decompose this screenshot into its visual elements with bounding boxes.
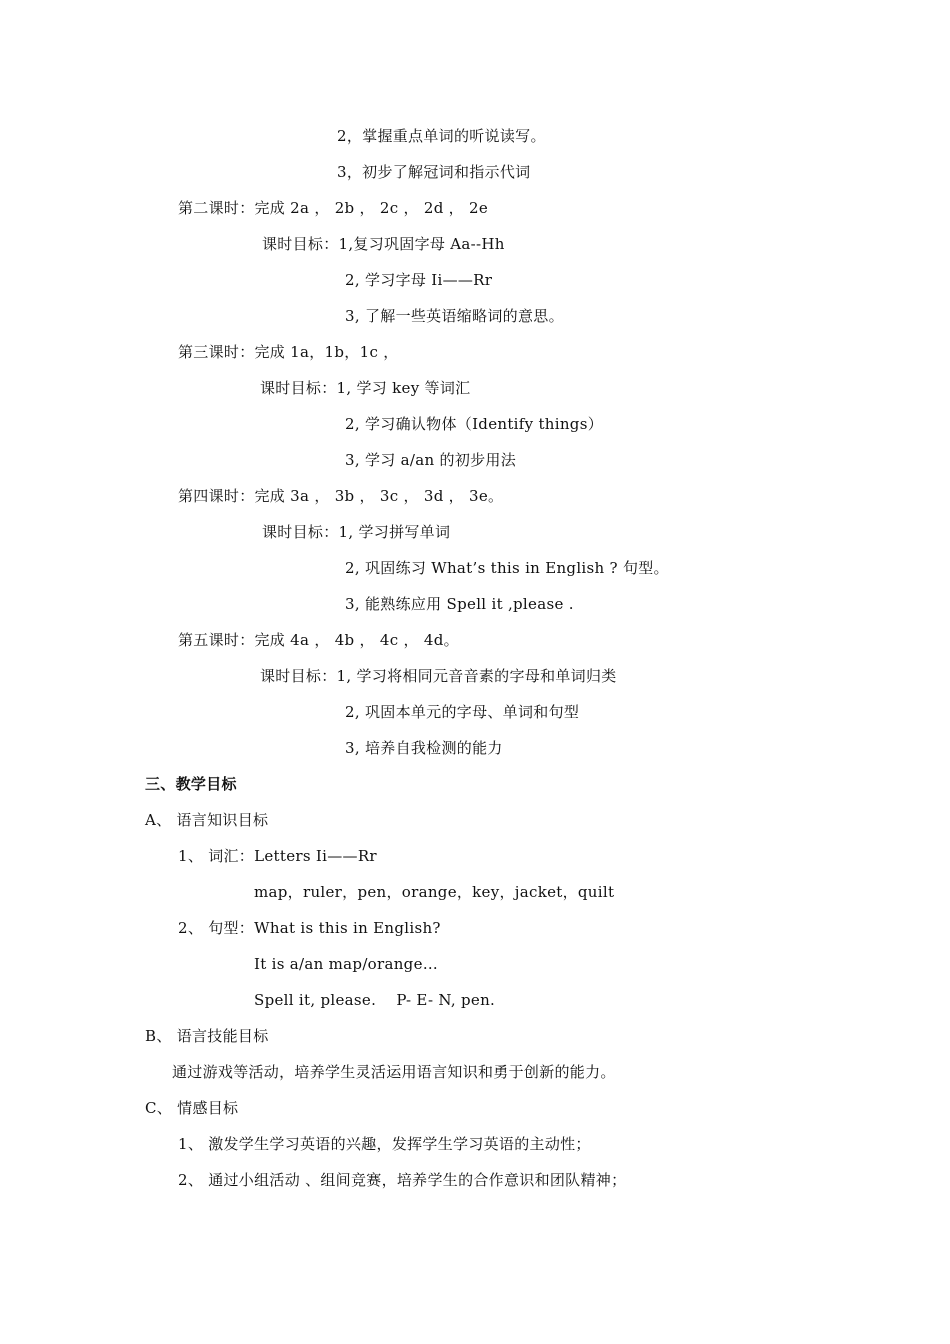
lesson-goal-label: 课时目标：1,复习巩固字母 Aa--Hh (262, 235, 505, 253)
sentence-pattern-example: Spell it, please. P- E- N, pen. (254, 991, 496, 1009)
list-item: 2、 通过小组活动 、组间竞赛，培养学生的合作意识和团队精神； (178, 1171, 627, 1189)
vocabulary-line: 1、 词汇：Letters Ii——Rr (178, 847, 377, 865)
sentence-pattern-line: 2、 句型：What is this in English? (178, 919, 441, 937)
subsection-heading: C、 情感目标 (145, 1099, 239, 1117)
lesson-goal-label: 课时目标：1, 学习拼写单词 (262, 523, 451, 541)
lesson-goal-label: 课时目标：1, 学习 key 等词汇 (260, 379, 471, 397)
vocabulary-words: map，ruler，pen，orange，key，jacket，quilt (254, 883, 615, 901)
goal-line: 3, 学习 a/an 的初步用法 (345, 451, 517, 469)
lesson-heading: 第二课时：完成 2a ， 2b ， 2c ， 2d ， 2e (178, 199, 489, 217)
sentence-pattern-example: It is a/an map/orange… (254, 955, 439, 973)
subsection-heading: B、 语言技能目标 (145, 1027, 269, 1045)
list-item: 1、 激发学生学习英语的兴趣，发挥学生学习英语的主动性； (178, 1135, 591, 1153)
goal-line: 3, 了解一些英语缩略词的意思。 (345, 307, 564, 325)
goal-line: 3, 能熟练应用 Spell it ,please . (345, 595, 574, 613)
lesson-heading: 第五课时：完成 4a ， 4b ， 4c ， 4d。 (178, 631, 459, 649)
goal-line: 2，掌握重点单词的听说读写。 (337, 127, 546, 145)
goal-line: 2, 巩固本单元的字母、单词和句型 (345, 703, 580, 721)
goal-line: 3，初步了解冠词和指示代词 (337, 163, 531, 181)
section-heading: 三、教学目标 (145, 775, 237, 793)
body-paragraph: 通过游戏等活动，培养学生灵活运用语言知识和勇于创新的能力。 (172, 1063, 616, 1081)
goal-line: 2, 学习确认物体（Identify things） (345, 415, 604, 433)
goal-line: 3, 培养自我检测的能力 (345, 739, 503, 757)
lesson-goal-label: 课时目标：1, 学习将相同元音音素的字母和单词归类 (260, 667, 617, 685)
lesson-heading: 第三课时：完成 1a，1b，1c ， (178, 343, 399, 361)
goal-line: 2, 巩固练习 What’s this in English ? 句型。 (345, 559, 669, 577)
goal-line: 2, 学习字母 Ii——Rr (345, 271, 493, 289)
subsection-heading: A、 语言知识目标 (145, 811, 269, 829)
lesson-heading: 第四课时：完成 3a ， 3b ， 3c ， 3d ， 3e。 (178, 487, 504, 505)
